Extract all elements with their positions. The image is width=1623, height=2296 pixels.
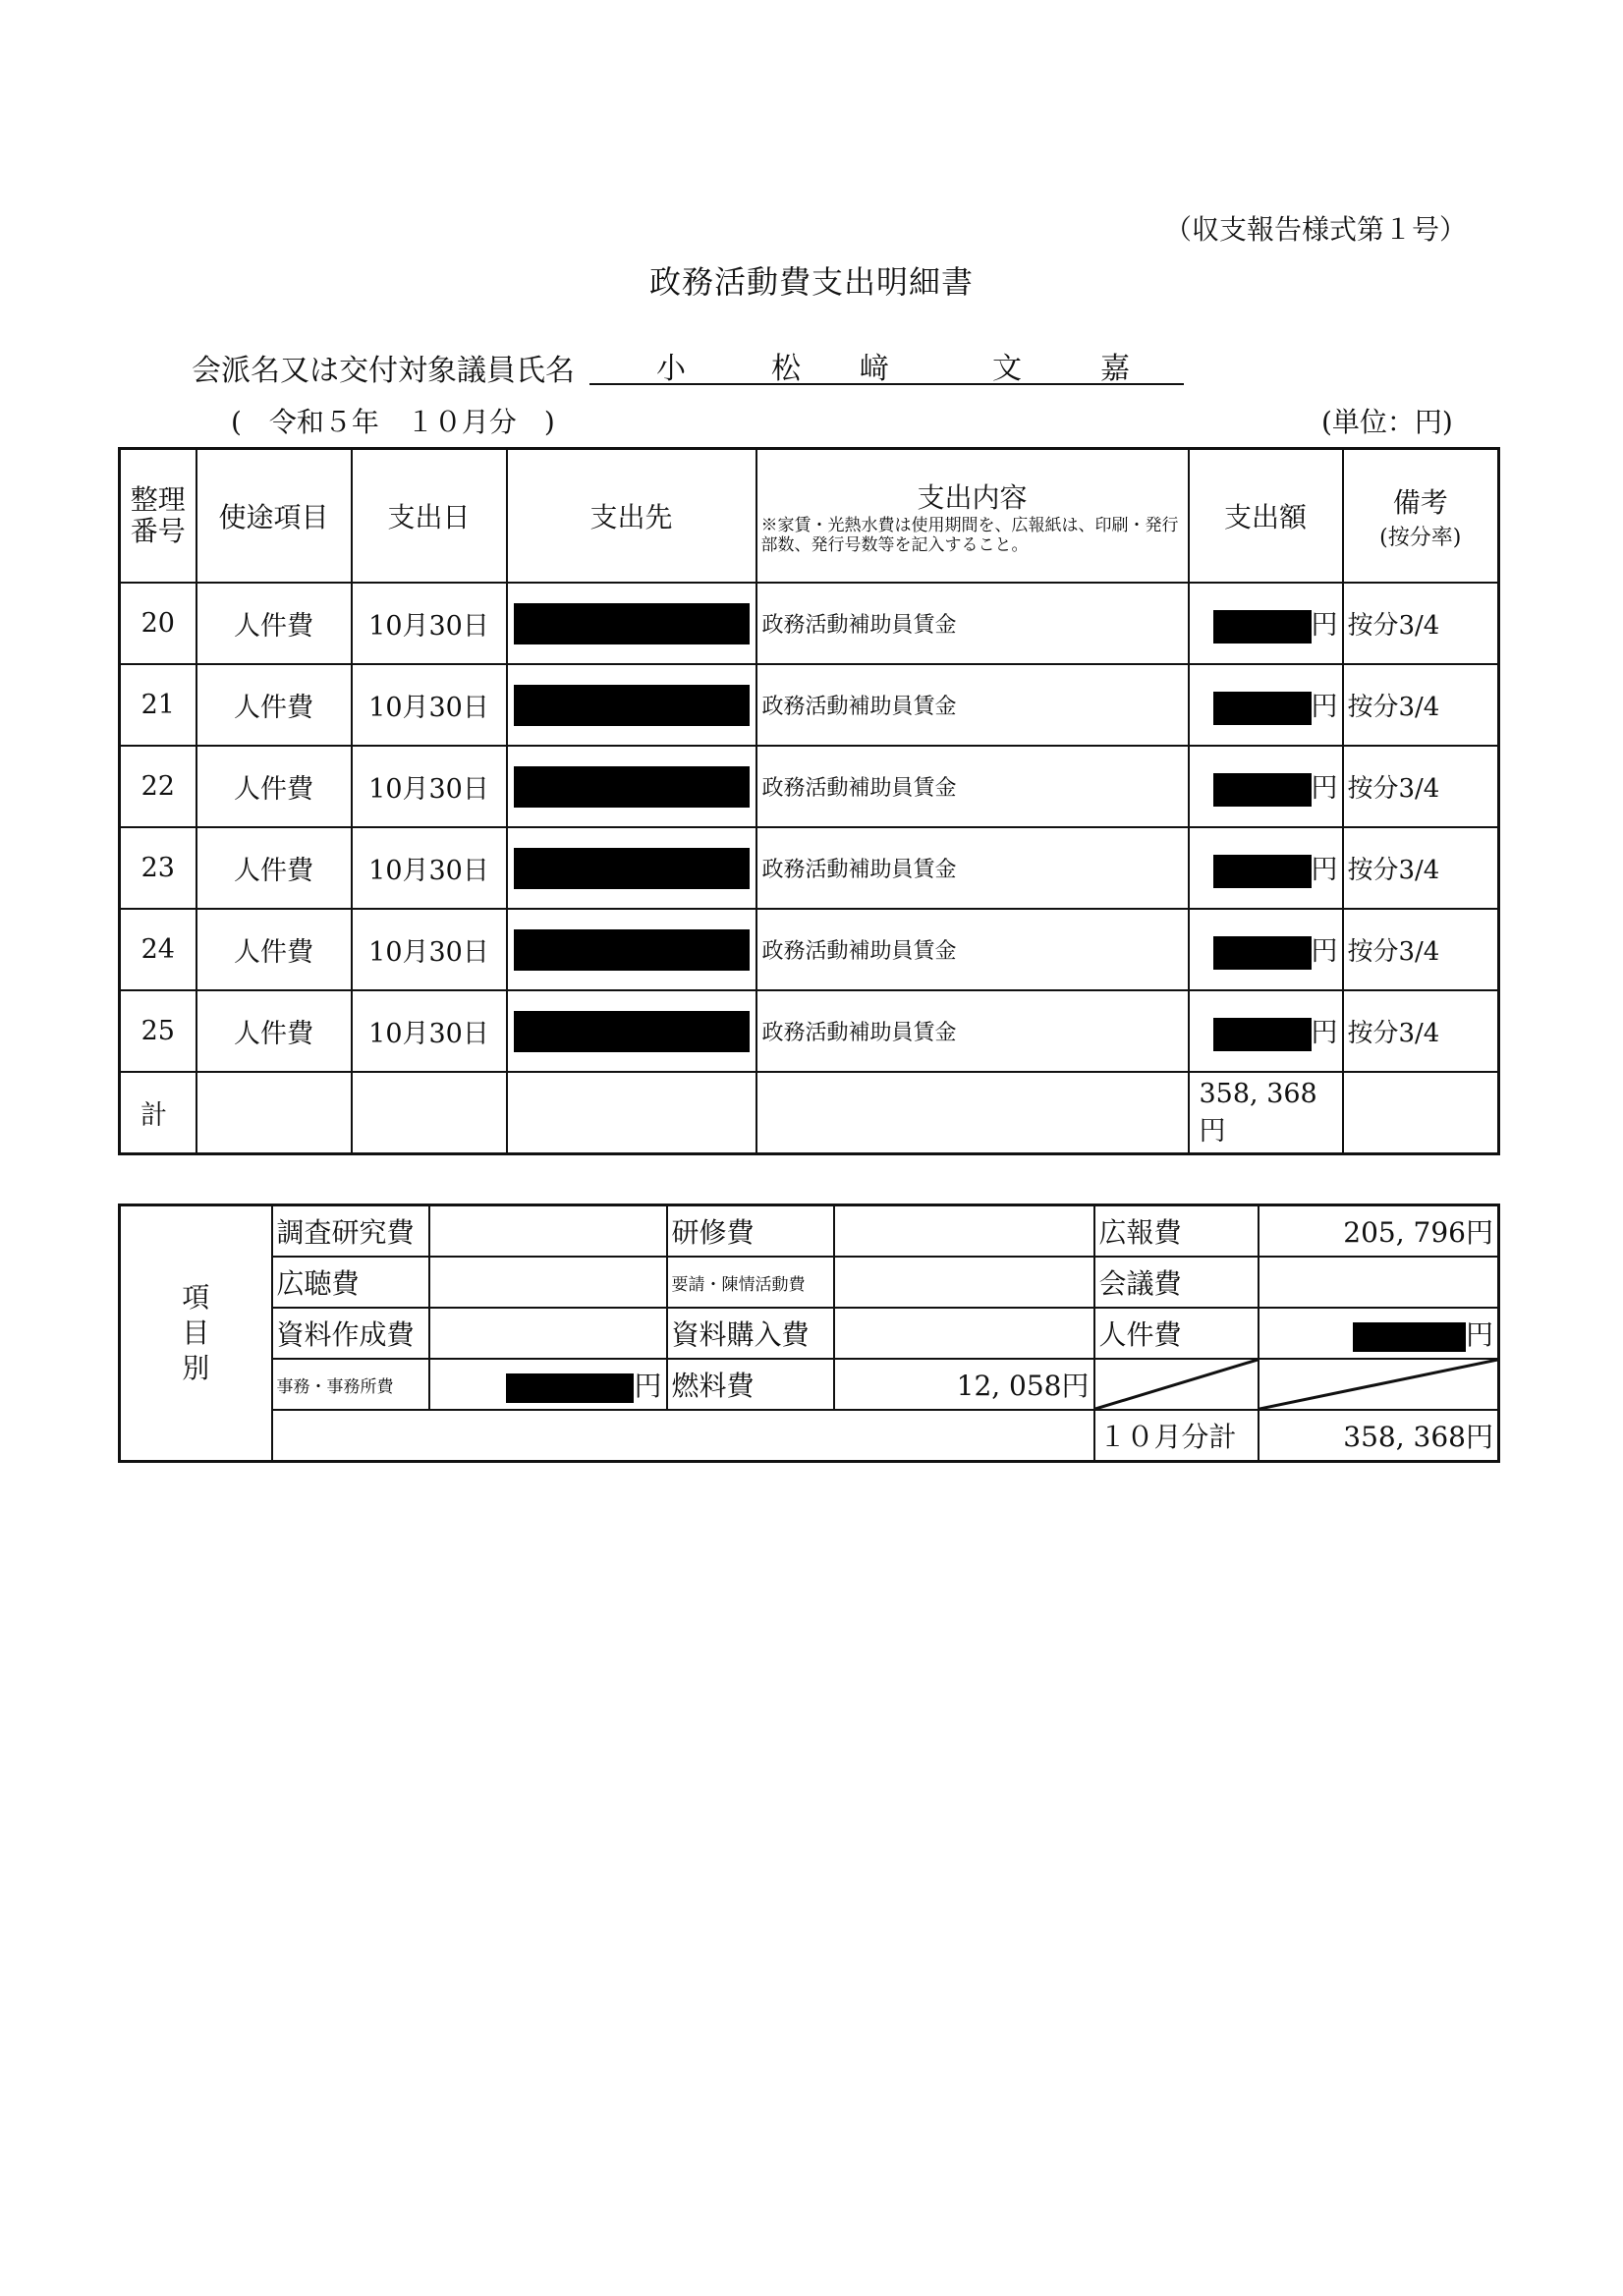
member-name-char: 嘉	[1100, 352, 1130, 386]
row-purpose: 政務活動補助員賃金	[756, 583, 1189, 664]
col-amount: 支出額	[1189, 449, 1343, 584]
yen-unit: 円	[1311, 936, 1338, 968]
month-total-label: １０月分計	[1094, 1410, 1259, 1462]
expense-detail-table	[118, 447, 1500, 1155]
table-row	[120, 583, 1499, 664]
research-label: 調査研究費	[272, 1205, 429, 1258]
row-category: 人件費	[196, 664, 352, 746]
redaction-bar	[514, 603, 750, 644]
row-date: 10月30日	[352, 746, 507, 827]
diagonal-cell	[1094, 1359, 1259, 1410]
redaction-bar	[514, 685, 750, 726]
member-name-char: 文	[992, 352, 1022, 386]
training-value	[834, 1205, 1094, 1258]
month-total-value: 358, 368円	[1259, 1410, 1499, 1462]
row-amount	[1189, 827, 1343, 909]
row-purpose: 政務活動補助員賃金	[756, 746, 1189, 827]
row-note: 按分3/4	[1343, 909, 1499, 990]
redaction-bar	[1213, 936, 1312, 970]
redaction-bar	[1213, 610, 1312, 644]
row-amount	[1189, 746, 1343, 827]
row-payee	[507, 909, 756, 990]
redaction-bar	[1213, 855, 1312, 888]
col-content-note: ※家賃・光熱水費は使用期間を、広報紙は、印刷・発行部数、発行号数等を記入すること。	[760, 516, 1179, 555]
row-note: 按分3/4	[1343, 583, 1499, 664]
personnel-value	[1259, 1308, 1499, 1359]
row-purpose: 政務活動補助員賃金	[756, 909, 1189, 990]
total-row	[120, 1072, 1499, 1154]
row-amount	[1189, 664, 1343, 746]
table-row	[120, 990, 1499, 1072]
row-num: 24	[120, 909, 196, 990]
row-category: 人件費	[196, 909, 352, 990]
col-date: 支出日	[352, 449, 507, 584]
yen-unit: 円	[1311, 610, 1338, 642]
petition-value	[834, 1257, 1094, 1308]
empty-cell	[352, 1072, 507, 1154]
yen-unit: 円	[1311, 855, 1338, 886]
redaction-bar	[514, 766, 750, 808]
table-row	[120, 909, 1499, 990]
row-amount	[1189, 909, 1343, 990]
total-amount: 358, 368円	[1189, 1072, 1343, 1154]
meeting-label: 会議費	[1094, 1257, 1259, 1308]
fuel-value: 12, 058円	[834, 1359, 1094, 1410]
yen-unit: 円	[1465, 1318, 1493, 1351]
row-category: 人件費	[196, 746, 352, 827]
redaction-bar	[1353, 1322, 1466, 1352]
period: ( 令和５年 １０月分 )	[231, 406, 555, 438]
row-num: 21	[120, 664, 196, 746]
col-num: 整理番号	[120, 449, 196, 584]
pr-label: 広報費	[1094, 1205, 1259, 1258]
fuel-label: 燃料費	[667, 1359, 834, 1410]
col-note-title: 備考	[1392, 485, 1448, 519]
redaction-bar	[1213, 773, 1312, 807]
row-date: 10月30日	[352, 664, 507, 746]
member-name-char: 小	[656, 352, 686, 386]
row-category: 人件費	[196, 827, 352, 909]
total-label: 計	[120, 1072, 196, 1154]
diagonal-line	[1095, 1360, 1258, 1409]
redaction-bar	[1213, 1018, 1312, 1051]
redaction-bar	[514, 929, 750, 971]
redaction-bar	[1213, 692, 1312, 725]
row-purpose: 政務活動補助員賃金	[756, 827, 1189, 909]
redaction-bar	[514, 848, 750, 889]
col-note-sub: (按分率)	[1379, 525, 1462, 550]
row-category: 人件費	[196, 990, 352, 1072]
empty-cell	[196, 1072, 352, 1154]
table-row	[120, 746, 1499, 827]
row-amount	[1189, 990, 1343, 1072]
row-num: 23	[120, 827, 196, 909]
training-label: 研修費	[667, 1205, 834, 1258]
diagonal-cell	[1259, 1359, 1499, 1410]
row-category: 人件費	[196, 583, 352, 664]
row-amount	[1189, 583, 1343, 664]
member-name	[589, 344, 1184, 385]
redaction-bar	[514, 1011, 750, 1052]
row-note: 按分3/4	[1343, 664, 1499, 746]
office-label: 事務・事務所費	[272, 1359, 429, 1410]
col-category: 使途項目	[196, 449, 352, 584]
pr-value: 205, 796円	[1259, 1205, 1499, 1258]
materials-purchase-value	[834, 1308, 1094, 1359]
row-payee	[507, 664, 756, 746]
form-id: （収支報告様式第１号）	[1164, 213, 1468, 246]
hearing-value	[429, 1257, 667, 1308]
empty-cell	[1343, 1072, 1499, 1154]
row-note: 按分3/4	[1343, 990, 1499, 1072]
row-purpose: 政務活動補助員賃金	[756, 664, 1189, 746]
side-label: 項 目 別	[120, 1205, 272, 1462]
col-note	[1343, 449, 1499, 584]
petition-label: 要請・陳情活動費	[667, 1257, 834, 1308]
row-date: 10月30日	[352, 827, 507, 909]
col-content-title: 支出内容	[917, 481, 1028, 514]
materials-making-value	[429, 1308, 667, 1359]
table-row	[120, 664, 1499, 746]
meeting-value	[1259, 1257, 1499, 1308]
member-name-char: 﨑	[860, 352, 889, 386]
hearing-label: 広聴費	[272, 1257, 429, 1308]
diagonal-line	[1259, 1360, 1498, 1409]
row-note: 按分3/4	[1343, 827, 1499, 909]
unit-label: (単位：円)	[1321, 406, 1453, 438]
document-title: 政務活動費支出明細書	[648, 263, 974, 301]
redaction-bar	[506, 1373, 634, 1403]
row-date: 10月30日	[352, 909, 507, 990]
yen-unit: 円	[634, 1370, 662, 1402]
row-num: 22	[120, 746, 196, 827]
empty-cell	[272, 1410, 1094, 1462]
member-label: 会派名又は交付対象議員氏名	[192, 354, 575, 388]
row-payee	[507, 990, 756, 1072]
row-date: 10月30日	[352, 990, 507, 1072]
table-row	[120, 827, 1499, 909]
row-payee	[507, 583, 756, 664]
row-num: 25	[120, 990, 196, 1072]
empty-cell	[756, 1072, 1189, 1154]
row-payee	[507, 827, 756, 909]
office-value	[429, 1359, 667, 1410]
personnel-label: 人件費	[1094, 1308, 1259, 1359]
materials-purchase-label: 資料購入費	[667, 1308, 834, 1359]
research-value	[429, 1205, 667, 1258]
col-payee: 支出先	[507, 449, 756, 584]
row-purpose: 政務活動補助員賃金	[756, 990, 1189, 1072]
row-payee	[507, 746, 756, 827]
col-content	[756, 449, 1189, 584]
member-name-char: 松	[771, 352, 801, 386]
yen-unit: 円	[1311, 773, 1338, 805]
category-summary-table	[118, 1204, 1500, 1463]
yen-unit: 円	[1311, 1018, 1338, 1049]
empty-cell	[507, 1072, 756, 1154]
header-row	[120, 449, 1499, 584]
yen-unit: 円	[1311, 692, 1338, 723]
materials-making-label: 資料作成費	[272, 1308, 429, 1359]
row-num: 20	[120, 583, 196, 664]
row-date: 10月30日	[352, 583, 507, 664]
row-note: 按分3/4	[1343, 746, 1499, 827]
